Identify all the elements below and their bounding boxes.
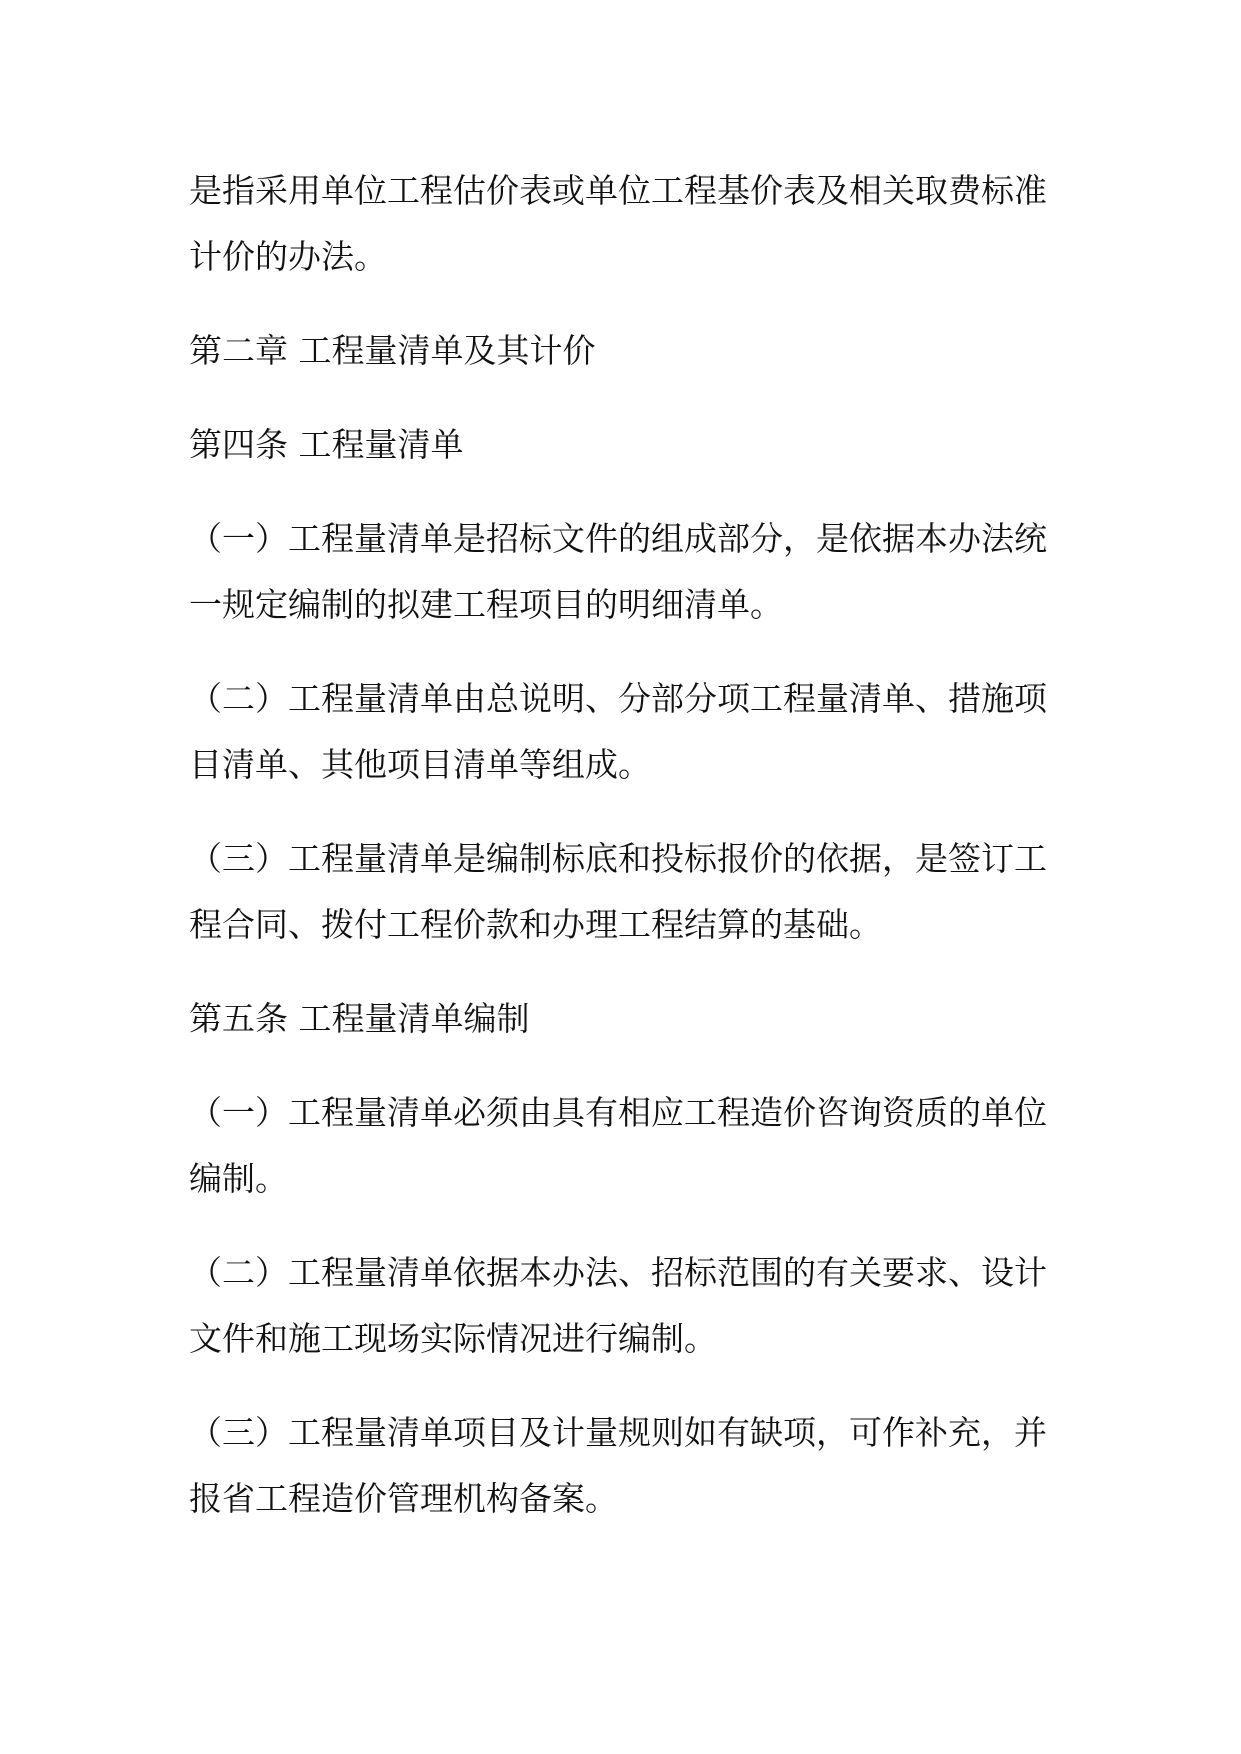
paragraph-continuation: 是指采用单位工程估价表或单位工程基价表及相关取费标准计价的办法。	[189, 171, 1047, 276]
article-4-clause-3: （三）工程量清单是编制标底和投标报价的依据，是签订工程合同、拨付工程价款和办理工程结算的基础。	[189, 839, 1047, 944]
chapter-heading: 第二章 工程量清单及其计价	[189, 331, 596, 370]
article-heading-4: 第四条 工程量清单	[189, 425, 464, 464]
article-4-clause-2: （二）工程量清单由总说明、分部分项工程量清单、措施项目清单、其他项目清单等组成。	[189, 679, 1047, 784]
article-5-clause-3: （三）工程量清单项目及计量规则如有缺项，可作补充，并报省工程造价管理机构备案。	[189, 1413, 1047, 1518]
document-body	[189, 158, 1069, 1560]
article-5-clause-2: （二）工程量清单依据本办法、招标范围的有关要求、设计文件和施工现场实际情况进行编制。	[189, 1253, 1047, 1358]
article-heading-5: 第五条 工程量清单编制	[189, 999, 530, 1038]
article-4-clause-1: （一）工程量清单是招标文件的组成部分，是依据本办法统一规定编制的拟建工程项目的明细清单。	[189, 519, 1047, 624]
article-5-clause-1: （一）工程量清单必须由具有相应工程造价咨询资质的单位编制。	[189, 1093, 1047, 1198]
